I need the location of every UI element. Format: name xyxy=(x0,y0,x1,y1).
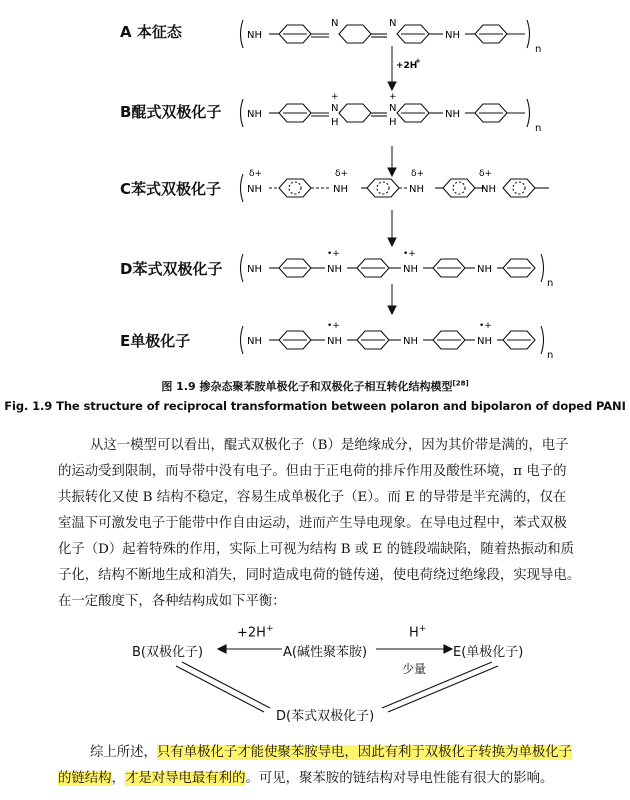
eq-center-node: A(碱性聚苯胺) xyxy=(283,645,368,660)
nh-group: NH xyxy=(327,336,342,347)
paragraph-line: 子化，结构不断地生成和消失，同时造成电荷的链传递，使电荷绕过绝缘段，实现导电。 xyxy=(58,568,581,583)
h-atom: H xyxy=(331,117,339,128)
state-label-e: E单极化子 xyxy=(120,332,191,350)
nh-group: NH xyxy=(327,264,342,275)
transformation-arrows xyxy=(370,46,420,336)
eq-right-arrow-sublabel: 少量 xyxy=(402,662,427,676)
eq-left-arrow-text: +2H xyxy=(237,625,266,641)
n-atom: N xyxy=(389,18,397,29)
eq-bottom-node: D(苯式双极化子) xyxy=(276,709,375,724)
eq-right-arrow-text: H xyxy=(409,625,419,641)
paragraph-line: 共振转化又使 B 结构不稳定，容易生成单极化子（E）。而 E 的导带是半充满的，仅在 xyxy=(58,490,567,505)
eq-right-arrow-sup: + xyxy=(418,624,427,634)
charge-radical-cation: •+ xyxy=(327,249,340,259)
n-atom: N xyxy=(331,103,339,114)
state-label-c: C苯式双极化子 xyxy=(120,180,222,198)
nh-group: NH xyxy=(333,184,348,195)
n-atom: N xyxy=(389,103,397,114)
nh-group: NH xyxy=(247,336,262,347)
paragraph-line: 室温下可激发电子于能带中作自由运动，进而产生导电现象。在导电过程中，苯式双极 xyxy=(58,516,567,531)
equilibrium-arrows xyxy=(120,640,560,720)
highlighted-text: 的链结构 xyxy=(58,771,112,786)
caption-cn-text: 图 1.9 掺杂态聚苯胺单极化子和双极化子相互转化结构模型 xyxy=(161,380,453,393)
paragraph-line: 从这一模型可以看出，醌式双极化子（B）是绝缘成分，因为其价带是满的，电子 xyxy=(90,438,569,453)
eq-left-node: B(双极化子) xyxy=(132,645,204,660)
subscript-n: n xyxy=(547,278,554,289)
charge-radical-cation: •+ xyxy=(479,321,492,331)
paragraph-line: 化子（D）起着特殊的作用，实际上可视为结构 B 或 E 的链段端缺陷，随着热振动和质 xyxy=(58,542,575,557)
figure-caption-en: Fig. 1.9 The structure of reciprocal transformation between polaron and bipolaron of doped PANI xyxy=(4,399,626,413)
nh-group: NH xyxy=(247,109,262,120)
conclusion-line-2 xyxy=(58,767,553,786)
reaction-label: +2H xyxy=(396,61,418,71)
conclusion-text: 综上所述， xyxy=(90,745,157,760)
nh-group: NH xyxy=(403,336,418,347)
n-atom: N xyxy=(331,18,339,29)
charge-delta: δ+ xyxy=(335,169,349,179)
eq-left-arrow-sup: + xyxy=(265,624,274,634)
conclusion-text: 。可见，聚苯胺的链结构对导电性能有很大的影响。 xyxy=(245,771,554,786)
nh-group: NH xyxy=(477,264,492,275)
highlighted-text: 只有单极化子才能使聚苯胺导电，因此有利于双极化子转换为单极化子 xyxy=(156,745,573,760)
subscript-n: n xyxy=(535,44,542,55)
nh-group: NH xyxy=(445,30,460,41)
eq-right-arrow-label xyxy=(409,624,426,640)
nh-group: NH xyxy=(445,109,460,120)
charge-delta: δ+ xyxy=(479,169,493,179)
subscript-n: n xyxy=(547,350,554,361)
state-label-d: D苯式双极化子 xyxy=(120,260,223,278)
reaction-label-sup: + xyxy=(415,57,421,65)
paragraph-line: 在一定酸度下，各种结构成如下平衡： xyxy=(58,594,286,609)
state-label-b: B醌式双极化子 xyxy=(120,103,222,121)
charge-plus: + xyxy=(389,92,397,102)
charge-plus: + xyxy=(331,92,339,102)
subscript-n: n xyxy=(535,123,542,134)
nh-group: NH xyxy=(247,184,262,195)
caption-cn-ref: [28] xyxy=(452,379,469,388)
paragraph-line: 的运动受到限制，而导带中没有电子。但由于正电荷的排斥作用及酸性环境，π 电子的 xyxy=(58,464,567,479)
nh-group: NH xyxy=(481,184,496,195)
charge-radical-cation: •+ xyxy=(327,321,340,331)
figure-caption-cn xyxy=(0,378,630,394)
highlighted-text: 才是对导电最有利的 xyxy=(124,771,246,786)
state-label-a: A 本征态 xyxy=(120,23,182,41)
conclusion-text: ， xyxy=(111,771,125,786)
nh-group: NH xyxy=(477,336,492,347)
nh-group: NH xyxy=(247,30,262,41)
h-atom: H xyxy=(389,117,397,128)
eq-right-node: E(单极化子) xyxy=(453,645,524,660)
nh-group: NH xyxy=(247,264,262,275)
nh-group: NH xyxy=(409,184,424,195)
charge-delta: δ+ xyxy=(411,169,425,179)
nh-group: NH xyxy=(403,264,418,275)
charge-delta: δ+ xyxy=(249,169,263,179)
conclusion-line-1 xyxy=(90,741,572,760)
eq-left-arrow-label xyxy=(237,624,274,640)
charge-radical-cation: •+ xyxy=(403,249,416,259)
